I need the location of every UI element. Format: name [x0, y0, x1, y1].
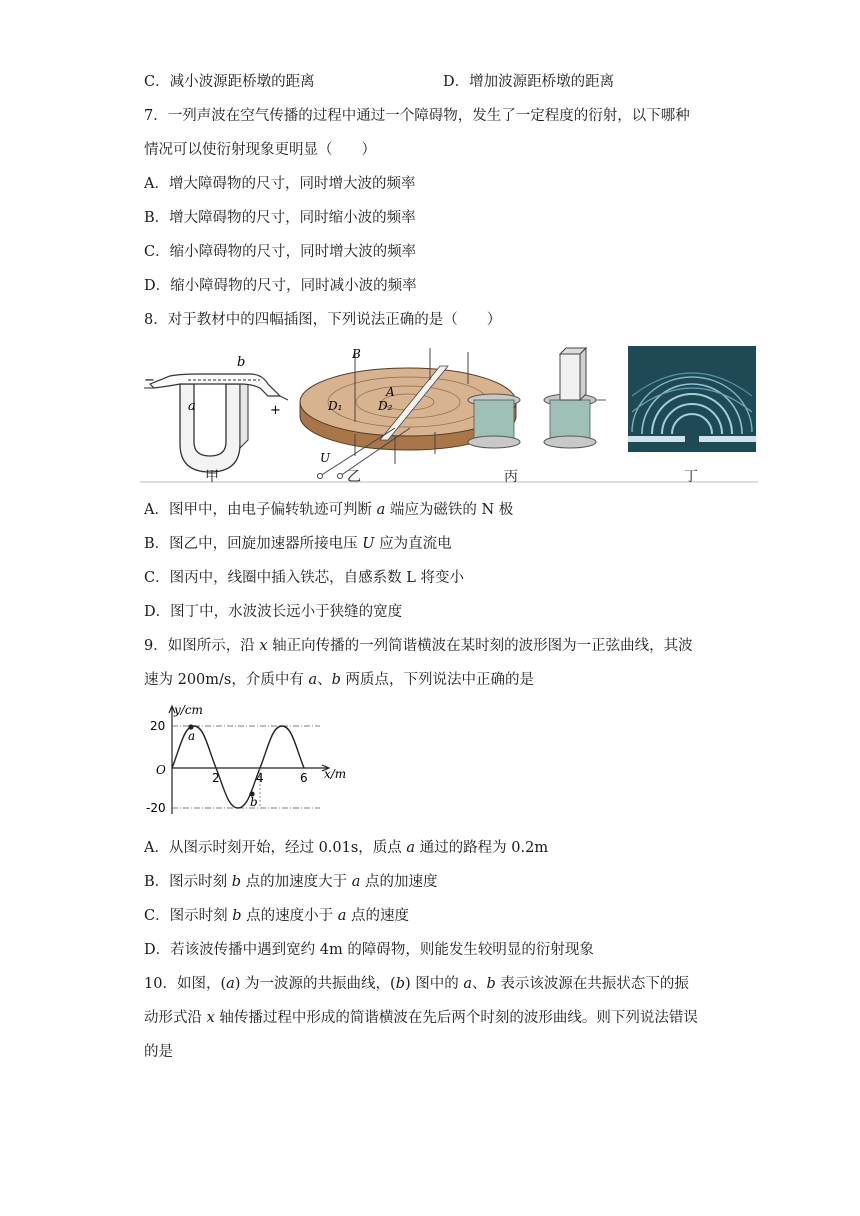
q8-option-a: A．图甲中，由电子偏转轨迹可判断 a 端应为磁铁的 N 极 [144, 502, 514, 518]
q7-option-d: D．缩小障碍物的尺寸，同时减小波的频率 [144, 278, 417, 294]
q7-stem-line2: 情况可以使衍射现象更明显（ ） [144, 142, 376, 158]
x-tick-6: 6 [300, 771, 308, 785]
q6-option-d: D．增加波源距桥墩的距离 [443, 74, 615, 90]
q8-figure-strip [140, 344, 758, 484]
q10-stem-line3: 的是 [144, 1044, 173, 1060]
x-axis-label: x/m [324, 767, 347, 781]
q7-option-b: B．增大障碍物的尺寸，同时缩小波的频率 [144, 210, 416, 226]
q8-option-d: D．图丁中，水波波长远小于狭缝的宽度 [144, 604, 403, 620]
q8-stem: 8．对于教材中的四幅插图，下列说法正确的是（ ） [144, 312, 502, 328]
q7-option-a: A．增大障碍物的尺寸，同时增大波的频率 [144, 176, 416, 192]
jia-label-b: b [237, 355, 246, 370]
caption-yi: 乙 [347, 469, 361, 485]
origin-label: O [156, 763, 166, 777]
yi-label-B: B [352, 347, 361, 361]
q10-stem-line1: 10．如图，(a) 为一波源的共振曲线，(b) 图中的 a、b 表示该波源在共振状态下的振 [144, 976, 689, 992]
jia-label-a: a [188, 399, 196, 414]
q9-option-d: D．若该波传播中遇到宽约 4m 的障碍物，则能发生较明显的衍射现象 [144, 942, 594, 958]
yi-label-U: U [320, 451, 331, 465]
jia-label-plus: + [270, 403, 281, 418]
figure-bing [468, 348, 606, 448]
y-axis-label: y/cm [174, 703, 203, 717]
yi-label-D2: D₂ [378, 399, 393, 413]
q9-stem-line1: 9．如图所示，沿 x 轴正向传播的一列简谐横波在某时刻的波形图为一正弦曲线，其波 [144, 638, 693, 654]
q7-option-c: C．缩小障碍物的尺寸，同时增大波的频率 [144, 244, 417, 260]
yi-label-D1: D₁ [328, 399, 343, 413]
caption-ding: 丁 [684, 469, 698, 485]
label-point-b: b [250, 795, 258, 809]
x-tick-4: 4 [256, 771, 264, 785]
q9-stem-line2: 速为 200m/s，介质中有 a、b 两质点，下列说法中正确的是 [144, 672, 535, 688]
q8-option-c: C．图丙中，线圈中插入铁芯，自感系数 L 将变小 [144, 570, 464, 586]
yi-label-A: A [386, 385, 395, 399]
q9-option-a: A．从图示时刻开始，经过 0.01s，质点 a 通过的路程为 0.2m [144, 840, 549, 856]
label-point-a: a [188, 729, 196, 743]
figure-jia [144, 355, 288, 472]
q9-wave-graph [144, 702, 354, 820]
q6-option-c: C．减小波源距桥墩的距离 [144, 74, 315, 90]
q10-stem-line2: 动形式沿 x 轴传播过程中形成的简谐横波在先后两个时刻的波形曲线。则下列说法错误 [144, 1010, 698, 1026]
q7-stem-line1: 7．一列声波在空气传播的过程中通过一个障碍物，发生了一定程度的衍射，以下哪种 [144, 108, 690, 124]
q9-option-c: C．图示时刻 b 点的速度小于 a 点的速度 [144, 908, 409, 924]
jia-label-minus: − [144, 373, 155, 388]
q8-option-b: B．图乙中，回旋加速器所接电压 U 应为直流电 [144, 536, 452, 552]
q8-illustrations [140, 344, 758, 484]
x-tick-2: 2 [212, 771, 220, 785]
y-tick-neg20: -20 [146, 801, 166, 815]
y-tick-20: 20 [150, 719, 166, 733]
q9-option-b: B．图示时刻 b 点的加速度大于 a 点的加速度 [144, 874, 438, 890]
figure-ding [628, 346, 756, 452]
caption-jia: 甲 [205, 469, 219, 485]
caption-bing: 丙 [504, 469, 518, 485]
